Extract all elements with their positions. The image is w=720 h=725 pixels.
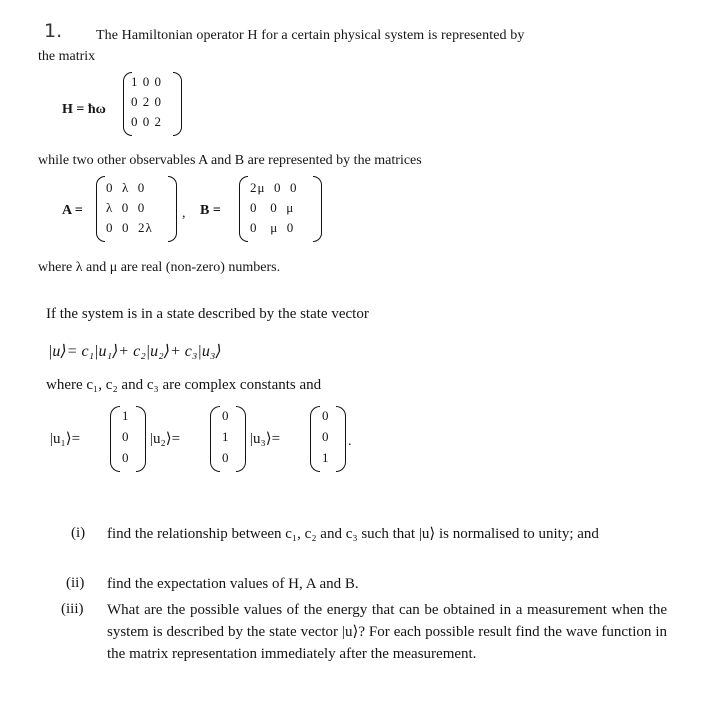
basis-ket-1: |u₁⟩= <box>50 431 81 447</box>
basis-1-row-2: 0 <box>122 429 130 444</box>
basis-3-right-paren <box>336 406 346 472</box>
item-label-1: (i) <box>71 525 86 541</box>
h-row-3: 0 0 2 <box>131 114 162 129</box>
basis-2-row-3: 0 <box>222 450 230 465</box>
basis-1-left-paren <box>110 406 120 472</box>
state-equation: |u⟩= c₁|u₁⟩+ c₂|u₂⟩+ c₃|u₃⟩ <box>48 343 222 360</box>
basis-ket-2: |u₂⟩= <box>150 431 181 447</box>
item-text-1: find the relationship between c₁, c₂ and c₃ such that |u⟩ is normalised to unity; and <box>107 526 599 542</box>
while-text: while two other observables A and B are represented by the matrices <box>38 153 422 168</box>
a-row-1: 0 λ 0 <box>106 180 146 195</box>
state-text: If the system is in a state described by the state vector <box>46 306 369 322</box>
basis-3-row-2: 0 <box>322 429 330 444</box>
b-row-1: 2μ 0 0 <box>250 180 298 195</box>
a-left-paren <box>96 176 105 242</box>
basis-3-row-3: 1 <box>322 450 330 465</box>
basis-1-row-1: 1 <box>122 408 130 423</box>
b-left-paren <box>239 176 248 242</box>
item-text-2: find the expectation values of H, A and B. <box>107 576 359 592</box>
basis-2-row-1: 0 <box>222 408 230 423</box>
basis-ket-3: |u₃⟩= <box>250 431 281 447</box>
item-label-2: (ii) <box>66 575 85 591</box>
basis-1-right-paren <box>136 406 146 472</box>
intro-line-1: The Hamiltonian operator H for a certain physical system is represented by <box>96 28 525 43</box>
where-text: where λ and μ are real (non-zero) numbers. <box>38 260 281 275</box>
item-label-3: (iii) <box>61 601 84 617</box>
basis-3-row-1: 0 <box>322 408 330 423</box>
b-right-paren <box>313 176 322 242</box>
basis-1-row-3: 0 <box>122 450 130 465</box>
b-row-2: 0 0 μ <box>250 200 295 215</box>
b-matrix-label: B = <box>200 203 221 218</box>
item-text-3: What are the possible values of the energy that can be obtained in a measurement when the system is described by the state vector |u⟩? For each possible result find the wave function in the matrix representation immediately after the measurement. <box>107 602 667 662</box>
basis-period: . <box>348 434 352 449</box>
intro-line-2: the matrix <box>38 49 96 64</box>
basis-2-right-paren <box>236 406 246 472</box>
basis-3-left-paren <box>310 406 320 472</box>
h-row-1: 1 0 0 <box>131 74 162 89</box>
h-right-paren <box>173 72 182 136</box>
a-matrix-label: A = <box>62 203 83 218</box>
b-row-3: 0 μ 0 <box>250 220 295 235</box>
complex-text: where c₁, c₂ and c₃ are complex constants and <box>46 377 322 393</box>
a-right-paren <box>168 176 177 242</box>
h-matrix-label: H = ħω <box>62 102 106 117</box>
basis-2-left-paren <box>210 406 220 472</box>
a-row-2: λ 0 0 <box>106 200 146 215</box>
h-row-2: 0 2 0 <box>131 94 162 109</box>
basis-2-row-2: 1 <box>222 429 230 444</box>
problem-number: 1. <box>44 20 63 42</box>
matrix-separator: , <box>182 206 186 221</box>
a-row-3: 0 0 2λ <box>106 220 153 235</box>
